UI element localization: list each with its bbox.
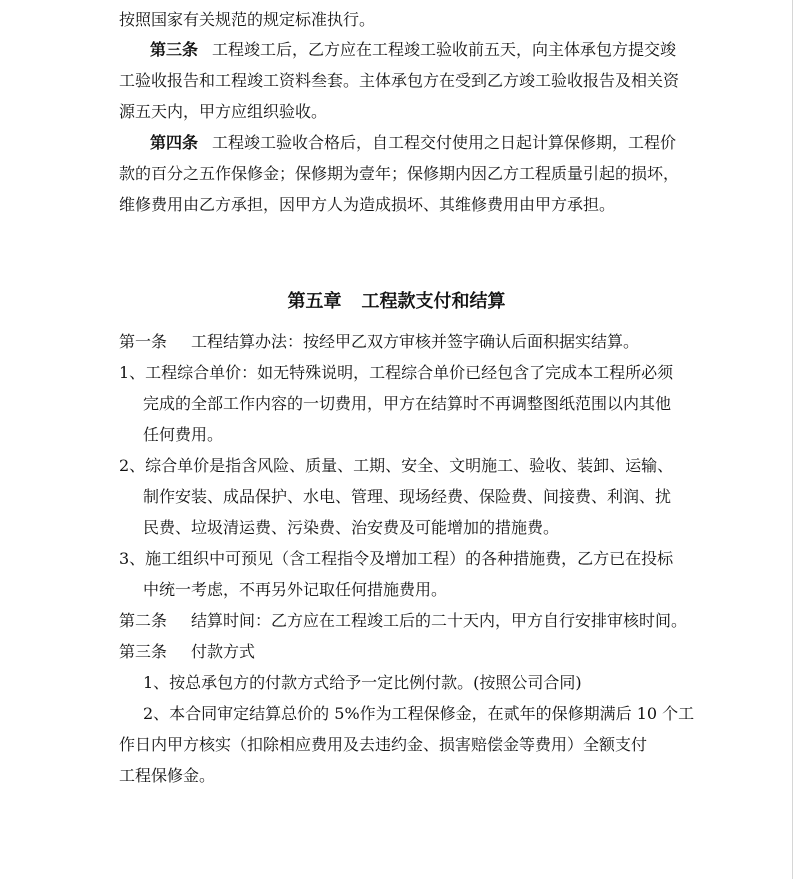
article-3-line-1: 第三条 工程竣工后，乙方应在工程竣工验收前五天，向主体承包方提交竣 [150,40,677,59]
payment-item-1: 1、按总承包方的付款方式给予一定比例付款。(按照公司合同) [143,673,582,692]
item-1-line-2: 完成的全部工作内容的一切费用，甲方在结算时不再调整图纸范围以内其他 [143,394,672,413]
section-1-line: 第一条 工程结算办法：按经甲乙双方审核并签字确认后面积据实结算。 [119,332,640,351]
payment-item-2-line-1: 2、本合同审定结算总价的 5%作为工程保修金，在贰年的保修期满后 10 个工 [143,704,695,723]
payment-item-2-line-3: 工程保修金。 [119,766,216,785]
payment-item-2-line-2: 作日内甲方核实（扣除相应费用及去违约金、损害赔偿金等费用）全额支付 [119,735,648,754]
article-4-title: 第四条 [150,133,199,152]
section-3-title: 第三条 [119,642,168,661]
item-2-line-3: 民费、垃圾清运费、污染费、治安费及可能增加的措施费。 [143,518,560,537]
lead-in-line: 按照国家有关规范的规定标准执行。 [119,10,376,29]
article-4-line-2: 款的百分之五作保修金；保修期为壹年；保修期内因乙方工程质量引起的损坏， [119,164,680,183]
section-2-title: 第二条 [119,611,168,630]
article-4-line-1: 第四条 工程竣工验收合格后，自工程交付使用之日起计算保修期，工程价 [150,133,677,152]
item-2-line-1: 2、综合单价是指含风险、质量、工期、安全、文明施工、验收、装卸、运输、 [119,456,674,475]
chapter-5-heading: 第五章 工程款支付和结算 [287,291,506,312]
article-3-line-2: 工验收报告和工程竣工资料叁套。主体承包方在受到乙方竣工验收报告及相关资 [119,71,680,90]
section-3-line: 第三条 付款方式 [119,642,256,661]
item-3-line-2: 中统一考虑，不再另外记取任何措施费用。 [143,580,448,599]
section-2-line: 第二条 结算时间：乙方应在工程竣工后的二十天内，甲方自行安排审核时间。 [119,611,688,630]
item-1-line-1: 1、工程综合单价：如无特殊说明，工程综合单价已经包含了完成本工程所必须 [119,363,674,382]
article-3-title: 第三条 [150,40,199,59]
item-1-line-3: 任何费用。 [143,425,224,444]
item-2-line-2: 制作安装、成品保护、水电、管理、现场经费、保险费、间接费、利润、扰 [143,487,672,506]
section-1-title: 第一条 [119,332,168,351]
item-3-line-1: 3、施工组织中可预见（含工程指令及增加工程）的各种措施费，乙方已在投标 [119,549,674,568]
article-3-line-3: 源五天内，甲方应组织验收。 [119,102,328,121]
article-4-line-3: 维修费用由乙方承担，因甲方人为造成损坏、其维修费用由甲方承担。 [119,195,616,214]
